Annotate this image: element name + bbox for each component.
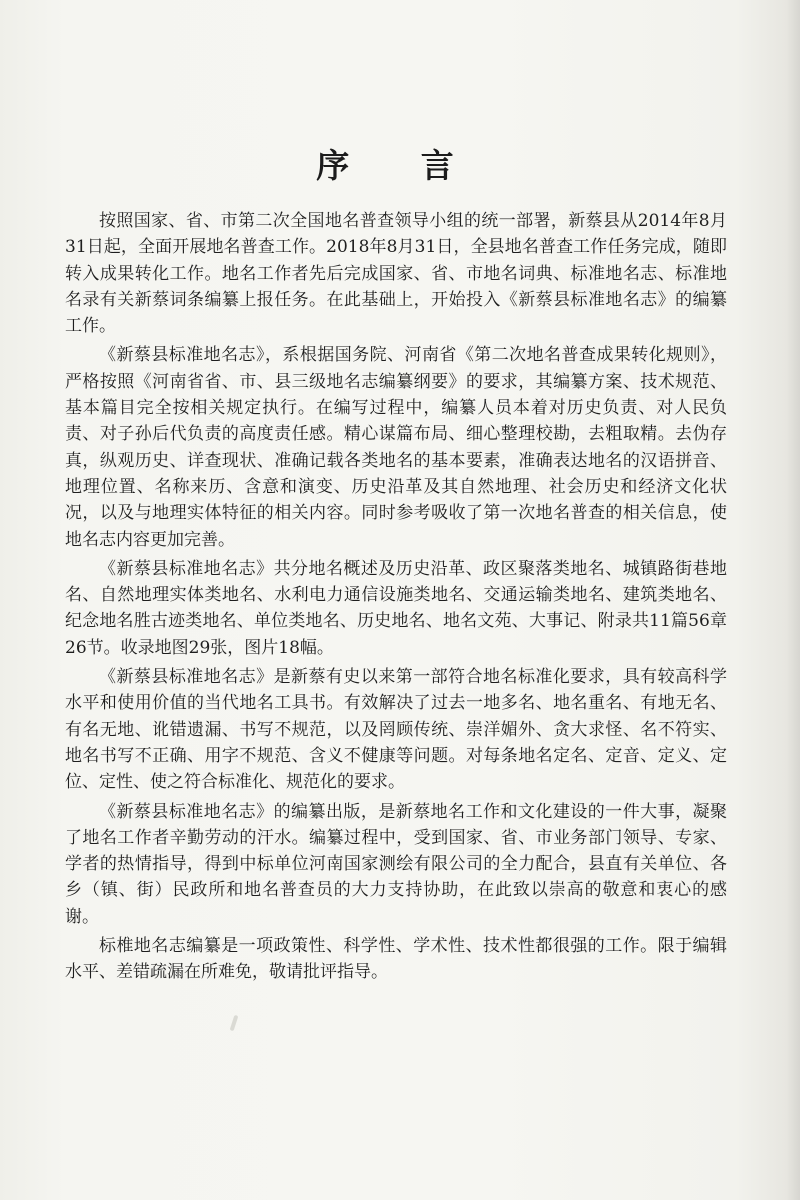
page-edge-shadow	[786, 0, 800, 1200]
paragraph-5: 《新蔡县标准地名志》的编纂出版，是新蔡地名工作和文化建设的一件大事，凝聚了地名工作者辛勤劳动的汗水。编纂过程中，受到国家、省、市业务部门领导、专家、学者的热情指导，得到中标单位河南国家测绘有限公司的全力配合，县直有关单位、各乡（镇、街）民政所和地名普查员的大力支持协助，在此致以崇高的敬意和衷心的感谢。	[65, 801, 727, 927]
paragraph-3: 《新蔡县标准地名志》共分地名概述及历史沿革、政区聚落类地名、城镇路街巷地名、自然地理实体类地名、水利电力通信设施类地名、交通运输类地名、建筑类地名、纪念地名胜古迹类地名、单位类地名、历史地名、地名文苑、大事记、附录共11篇56章26节。收录地图29张，图片18幅。	[65, 558, 727, 658]
preface-body	[65, 208, 727, 989]
paper-smudge	[230, 1015, 239, 1031]
paragraph-6: 标椎地名志编纂是一项政策性、科学性、学术性、技术性都很强的工作。限于编辑水平、差错疏漏在所难免，敬请批评指导。	[65, 936, 727, 983]
page-title: 序 言	[316, 146, 484, 185]
paragraph-4: 《新蔡县标准地名志》是新蔡有史以来第一部符合地名标准化要求，具有较高科学水平和使用价值的当代地名工具书。有效解决了过去一地多名、地名重名、有地无名、有名无地、讹错遗漏、书写不规范，以及罔顾传统、崇洋媚外、贪大求怪、名不符实、地名书写不正确、用字不规范、含义不健康等问题。对每条地名定名、定音、定义、定位、定性、使之符合标准化、规范化的要求。	[65, 667, 727, 793]
paragraph-1: 按照国家、省、市第二次全国地名普查领导小组的统一部署，新蔡县从2014年8月31日起，全面开展地名普查工作。2018年8月31日，全县地名普查工作任务完成，随即转入成果转化工作。地名工作者先后完成国家、省、市地名词典、标准地名志、标准地名录有关新蔡词条编纂上报任务。在此基础上，开始投入《新蔡县标准地名志》的编纂工作。	[65, 211, 727, 337]
paragraph-2: 《新蔡县标准地名志》，系根据国务院、河南省《第二次地名普查成果转化规则》，严格按照《河南省省、市、县三级地名志编纂纲要》的要求，其编纂方案、技术规范、基本篇目完全按相关规定执行。在编写过程中，编纂人员本着对历史负责、对人民负责、对子孙后代负责的高度责任感。精心谋篇布局、细心整理校勘，去粗取精。去伪存真，纵观历史、详查现状、准确记载各类地名的基本要素，准确表达地名的汉语拼音、地理位置、名称来历、含意和演变、历史沿革及其自然地理、社会历史和经济文化状况，以及与地理实体特征的相关内容。同时参考吸收了第一次地名普查的相关信息，使地名志内容更加完善。	[65, 345, 727, 550]
